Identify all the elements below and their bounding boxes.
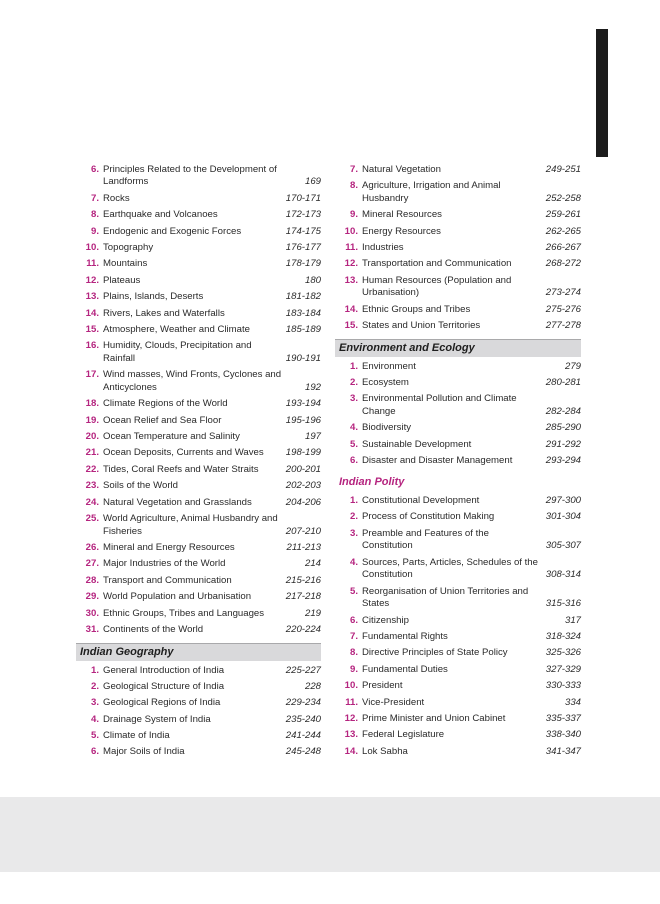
entry-pages: 195-196: [285, 414, 321, 426]
toc-entry[interactable]: [76, 542, 321, 555]
toc-entry[interactable]: [335, 586, 581, 611]
entry-title: Directive Principles of State Policy: [362, 647, 508, 659]
entry-number: 8.: [349, 647, 358, 659]
entry-number: 11.: [86, 258, 99, 270]
entry-number: 3.: [349, 393, 358, 405]
entry-number: 10.: [344, 225, 358, 237]
world-geography-list: [76, 164, 321, 637]
entry-title: States and Union Territories: [362, 320, 481, 332]
entry-title: Geological Structure of India: [103, 680, 225, 692]
entry-title: Ocean Temperature and Salinity: [103, 431, 240, 443]
entry-title: Wind masses, Wind Fronts, Cyclones and Anticyclones: [103, 369, 282, 393]
entry-number: 7.: [349, 630, 358, 642]
toc-entry[interactable]: [335, 180, 581, 205]
entry-title: Lok Sabha: [362, 745, 408, 757]
section-heading-indian-polity: Indian Polity: [339, 475, 405, 488]
entry-number: 8.: [349, 180, 358, 192]
toc-entry[interactable]: [76, 398, 321, 411]
toc-entry[interactable]: [76, 464, 321, 477]
entry-number: 16.: [85, 340, 99, 352]
entry-title: World Population and Urbanisation: [103, 591, 252, 603]
toc-entry[interactable]: [335, 258, 581, 271]
entry-number: 20.: [85, 431, 99, 443]
entry-title: Vice-President: [362, 696, 425, 708]
toc-entry[interactable]: [76, 624, 321, 637]
toc-entry[interactable]: [76, 591, 321, 604]
entry-pages: 275-276: [545, 303, 581, 315]
toc-entry[interactable]: [335, 242, 581, 255]
toc-entry[interactable]: [76, 447, 321, 460]
entry-title: President: [362, 680, 403, 692]
entry-title: Major Industries of the World: [103, 558, 226, 570]
toc-entry[interactable]: [335, 631, 581, 644]
entry-pages: 268-272: [545, 258, 581, 270]
entry-title: Mineral and Energy Resources: [103, 541, 235, 553]
entry-pages: 301-304: [545, 511, 581, 523]
entry-number: 30.: [85, 607, 99, 619]
indian-polity-list: [335, 495, 581, 758]
entry-pages: 214: [304, 558, 321, 570]
entry-number: 7.: [90, 192, 99, 204]
entry-number: 13.: [85, 291, 99, 303]
toc-entry[interactable]: [76, 193, 321, 206]
entry-pages: 197: [304, 431, 321, 443]
entry-title: Ocean Relief and Sea Floor: [103, 414, 222, 426]
toc-entry[interactable]: [335, 304, 581, 317]
entry-title: Ethnic Groups and Tribes: [362, 303, 471, 315]
entry-pages: 293-294: [545, 455, 581, 467]
entry-title: Continents of the World: [103, 623, 204, 635]
toc-entry[interactable]: [335, 528, 581, 553]
toc-entry[interactable]: [76, 665, 321, 678]
entry-number: 9.: [349, 209, 358, 221]
toc-entry[interactable]: [76, 275, 321, 288]
entry-title: Major Soils of India: [103, 746, 185, 758]
footer-band: [0, 797, 660, 872]
toc-entry[interactable]: [76, 730, 321, 743]
entry-number: 12.: [344, 712, 358, 724]
entry-number: 9.: [349, 663, 358, 675]
toc-entry[interactable]: [335, 377, 581, 390]
entry-number: 7.: [349, 163, 358, 175]
edge-tab-marker: [596, 29, 608, 157]
entry-title: Earthquake and Volcanoes: [103, 209, 218, 221]
entry-number: 15.: [85, 323, 99, 335]
toc-entry[interactable]: [335, 697, 581, 710]
environment-list: [335, 361, 581, 468]
entry-number: 25.: [85, 513, 99, 524]
toc-entry[interactable]: [76, 431, 321, 444]
toc-entry[interactable]: [76, 209, 321, 222]
entry-title: Biodiversity: [362, 422, 412, 434]
entry-title: Environment: [362, 360, 416, 372]
entry-pages: 235-240: [285, 713, 321, 725]
entry-title: Agriculture, Irrigation and Animal Husbandry: [362, 180, 501, 204]
entry-pages: 207-210: [285, 525, 321, 537]
entry-pages: 211-213: [286, 541, 321, 553]
entry-pages: 330-333: [545, 680, 581, 692]
toc-entry[interactable]: [76, 415, 321, 428]
entry-title: Disaster and Disaster Management: [362, 455, 513, 467]
toc-right-column: [335, 160, 581, 762]
entry-number: 18.: [85, 398, 99, 410]
entry-number: 10.: [85, 241, 99, 253]
entry-number: 12.: [85, 274, 99, 286]
entry-number: 11.: [345, 696, 358, 708]
entry-number: 21.: [85, 447, 99, 459]
entry-title: Endogenic and Exogenic Forces: [103, 225, 242, 237]
entry-number: 10.: [344, 680, 358, 692]
section-heading-indian-geography: Indian Geography: [76, 643, 321, 661]
entry-title: Plateaus: [103, 274, 141, 286]
geography-continued-list: [335, 164, 581, 333]
toc-entry[interactable]: [335, 664, 581, 677]
toc-entry[interactable]: [76, 258, 321, 271]
entry-pages: 174-175: [285, 225, 321, 237]
entry-pages: 315-316: [545, 598, 581, 610]
toc-entry[interactable]: [76, 608, 321, 621]
entry-pages: 217-218: [285, 591, 321, 603]
entry-pages: 202-203: [285, 480, 321, 492]
entry-pages: 181-182: [285, 291, 321, 303]
entry-title: Energy Resources: [362, 225, 441, 237]
entry-pages: 266-267: [545, 241, 581, 253]
entry-title: Natural Vegetation: [362, 163, 441, 175]
entry-number: 19.: [85, 414, 99, 426]
entry-number: 6.: [349, 455, 358, 467]
entry-number: 5.: [349, 438, 358, 450]
entry-pages: 338-340: [545, 729, 581, 741]
entry-number: 27.: [85, 558, 99, 570]
entry-title: Mountains: [103, 258, 148, 270]
entry-title: Atmosphere, Weather and Climate: [103, 323, 250, 335]
entry-number: 2.: [349, 377, 358, 389]
toc-entry[interactable]: [76, 497, 321, 510]
entry-pages: 178-179: [285, 258, 321, 270]
entry-pages: 327-329: [545, 663, 581, 675]
entry-number: 9.: [90, 225, 99, 237]
entry-pages: 193-194: [285, 398, 321, 410]
entry-number: 12.: [344, 258, 358, 270]
toc-entry[interactable]: [335, 439, 581, 452]
entry-title: General Introduction of India: [103, 664, 225, 676]
entry-pages: 192: [304, 381, 321, 393]
toc-entry[interactable]: [335, 422, 581, 435]
entry-title: Natural Vegetation and Grasslands: [103, 496, 252, 508]
entry-title: Geological Regions of India: [103, 697, 221, 709]
toc-entry[interactable]: [335, 729, 581, 742]
entry-title: Humidity, Clouds, Precipitation and Rainfall: [103, 340, 252, 364]
entry-title: Reorganisation of Union Territories and States: [362, 585, 529, 610]
entry-number: 13.: [344, 274, 358, 286]
entry-number: 14.: [344, 745, 358, 757]
entry-title: Rocks: [103, 192, 130, 204]
toc-entry[interactable]: [76, 558, 321, 571]
entry-number: 5.: [90, 730, 99, 742]
entry-pages: 219: [304, 607, 321, 619]
entry-pages: 335-337: [545, 712, 581, 724]
toc-entry[interactable]: [335, 320, 581, 333]
toc-entry[interactable]: [335, 557, 581, 582]
toc-entry[interactable]: [335, 713, 581, 726]
entry-title: Constitutional Development: [362, 494, 480, 506]
entry-number: 17.: [85, 369, 99, 381]
entry-number: 3.: [90, 697, 99, 709]
entry-title: Principles Related to the Development of Landforms: [103, 163, 277, 188]
entry-title: Climate Regions of the World: [103, 398, 228, 410]
entry-number: 29.: [85, 591, 99, 603]
entry-pages: 185-189: [285, 323, 321, 335]
entry-pages: 183-184: [285, 307, 321, 319]
section-heading-environment-ecology: Environment and Ecology: [335, 339, 581, 357]
toc-entry[interactable]: [76, 226, 321, 239]
entry-pages: 176-177: [285, 241, 321, 253]
toc-entry[interactable]: [76, 746, 321, 759]
entry-title: Fundamental Duties: [362, 663, 448, 675]
entry-pages: 308-314: [545, 569, 581, 581]
toc-entry[interactable]: [76, 242, 321, 255]
entry-number: 8.: [90, 209, 99, 221]
entry-title: Environmental Pollution and Climate Change: [362, 393, 517, 418]
entry-number: 2.: [349, 511, 358, 523]
entry-pages: 170-171: [285, 192, 321, 204]
entry-number: 14.: [85, 307, 99, 319]
toc-entry[interactable]: [335, 746, 581, 759]
entry-title: Mineral Resources: [362, 209, 442, 221]
entry-number: 28.: [85, 574, 99, 586]
entry-pages: 285-290: [545, 422, 581, 434]
entry-title: Ocean Deposits, Currents and Waves: [103, 447, 264, 459]
entry-number: 4.: [90, 713, 99, 725]
entry-number: 15.: [344, 320, 358, 332]
toc-entry[interactable]: [335, 226, 581, 239]
entry-number: 14.: [344, 303, 358, 315]
toc-entry[interactable]: [335, 615, 581, 628]
entry-title: Drainage System of India: [103, 713, 211, 725]
entry-pages: 220-224: [285, 623, 321, 635]
entry-title: World Agriculture, Animal Husbandry and Fisheries: [103, 513, 278, 537]
entry-title: Prime Minister and Union Cabinet: [362, 712, 506, 724]
entry-pages: 200-201: [285, 463, 321, 475]
entry-pages: 228: [304, 680, 321, 692]
toc-entry[interactable]: [76, 324, 321, 337]
entry-number: 6.: [349, 614, 358, 626]
entry-pages: 305-307: [545, 540, 581, 552]
entry-number: 1.: [349, 494, 358, 506]
entry-number: 23.: [85, 480, 99, 492]
entry-pages: 245-248: [285, 746, 321, 758]
entry-number: 3.: [349, 527, 358, 539]
entry-number: 2.: [90, 680, 99, 692]
toc-entry[interactable]: [76, 340, 321, 365]
entry-title: Climate of India: [103, 730, 170, 742]
entry-pages: 172-173: [285, 209, 321, 221]
entry-pages: 225-227: [285, 664, 321, 676]
entry-pages: 252-258: [545, 192, 581, 204]
entry-pages: 282-284: [545, 406, 581, 418]
toc-entry[interactable]: [76, 369, 321, 394]
entry-title: Transport and Communication: [103, 574, 232, 586]
toc-entry[interactable]: [335, 495, 581, 508]
toc-entry[interactable]: [335, 393, 581, 418]
entry-title: Federal Legislature: [362, 729, 445, 741]
entry-title: Rivers, Lakes and Waterfalls: [103, 307, 225, 319]
entry-title: Process of Constitution Making: [362, 511, 495, 523]
entry-number: 11.: [345, 241, 358, 253]
entry-number: 1.: [90, 664, 99, 676]
toc-entry[interactable]: [335, 164, 581, 177]
entry-pages: 334: [564, 696, 581, 708]
entry-number: 4.: [349, 556, 358, 568]
entry-pages: 341-347: [545, 745, 581, 757]
toc-entry[interactable]: [335, 647, 581, 660]
entry-title: Industries: [362, 241, 404, 253]
entry-pages: 249-251: [545, 163, 581, 175]
entry-title: Preamble and Features of the Constitution: [362, 527, 489, 552]
entry-title: Plains, Islands, Deserts: [103, 291, 204, 303]
entry-number: 5.: [349, 585, 358, 597]
entry-pages: 273-274: [545, 287, 581, 299]
toc-entry[interactable]: [335, 275, 581, 300]
entry-title: Human Resources (Population and Urbanisation): [362, 274, 512, 299]
entry-number: 22.: [85, 463, 99, 475]
toc-left-column: [76, 160, 321, 763]
toc-entry[interactable]: [335, 361, 581, 374]
toc-entry[interactable]: [76, 697, 321, 710]
entry-pages: 318-324: [545, 630, 581, 642]
entry-pages: 291-292: [545, 438, 581, 450]
entry-title: Sources, Parts, Articles, Schedules of the Constitution: [362, 556, 538, 581]
entry-pages: 297-300: [545, 494, 581, 506]
toc-entry[interactable]: [76, 291, 321, 304]
toc-entry[interactable]: [335, 680, 581, 693]
entry-pages: 262-265: [545, 225, 581, 237]
entry-pages: 259-261: [545, 209, 581, 221]
indian-geography-list: [76, 665, 321, 760]
entry-title: Fundamental Rights: [362, 630, 448, 642]
entry-pages: 241-244: [285, 730, 321, 742]
entry-title: Soils of the World: [103, 480, 179, 492]
entry-pages: 180: [304, 274, 321, 286]
toc-entry[interactable]: [76, 575, 321, 588]
entry-number: 6.: [90, 163, 99, 175]
entry-number: 24.: [85, 496, 99, 508]
toc-entry[interactable]: [76, 164, 321, 189]
entry-pages: 279: [564, 360, 581, 372]
entry-number: 13.: [344, 729, 358, 741]
entry-title: Tides, Coral Reefs and Water Straits: [103, 463, 259, 475]
entry-pages: 229-234: [285, 697, 321, 709]
entry-number: 1.: [349, 360, 358, 372]
entry-number: 6.: [90, 746, 99, 758]
entry-number: 26.: [85, 541, 99, 553]
toc-entry[interactable]: [335, 455, 581, 468]
toc-entry[interactable]: [76, 513, 321, 538]
entry-title: Citizenship: [362, 614, 409, 626]
toc-entry[interactable]: [76, 480, 321, 493]
entry-title: Ecosystem: [362, 377, 409, 389]
toc-entry[interactable]: [335, 209, 581, 222]
entry-pages: 280-281: [545, 377, 581, 389]
entry-number: 4.: [349, 422, 358, 434]
toc-entry[interactable]: [76, 681, 321, 694]
entry-title: Transportation and Communication: [362, 258, 512, 270]
entry-title: Sustainable Development: [362, 438, 472, 450]
entry-pages: 317: [564, 614, 581, 626]
entry-pages: 190-191: [285, 352, 321, 364]
entry-title: Ethnic Groups, Tribes and Languages: [103, 607, 265, 619]
entry-number: 31.: [85, 623, 99, 635]
entry-title: Topography: [103, 241, 154, 253]
entry-pages: 325-326: [545, 647, 581, 659]
entry-pages: 169: [304, 176, 321, 188]
toc-entry[interactable]: [76, 308, 321, 321]
toc-entry[interactable]: [76, 714, 321, 727]
toc-entry[interactable]: [335, 511, 581, 524]
entry-pages: 277-278: [545, 320, 581, 332]
entry-pages: 204-206: [285, 496, 321, 508]
entry-pages: 198-199: [285, 447, 321, 459]
entry-pages: 215-216: [285, 574, 321, 586]
